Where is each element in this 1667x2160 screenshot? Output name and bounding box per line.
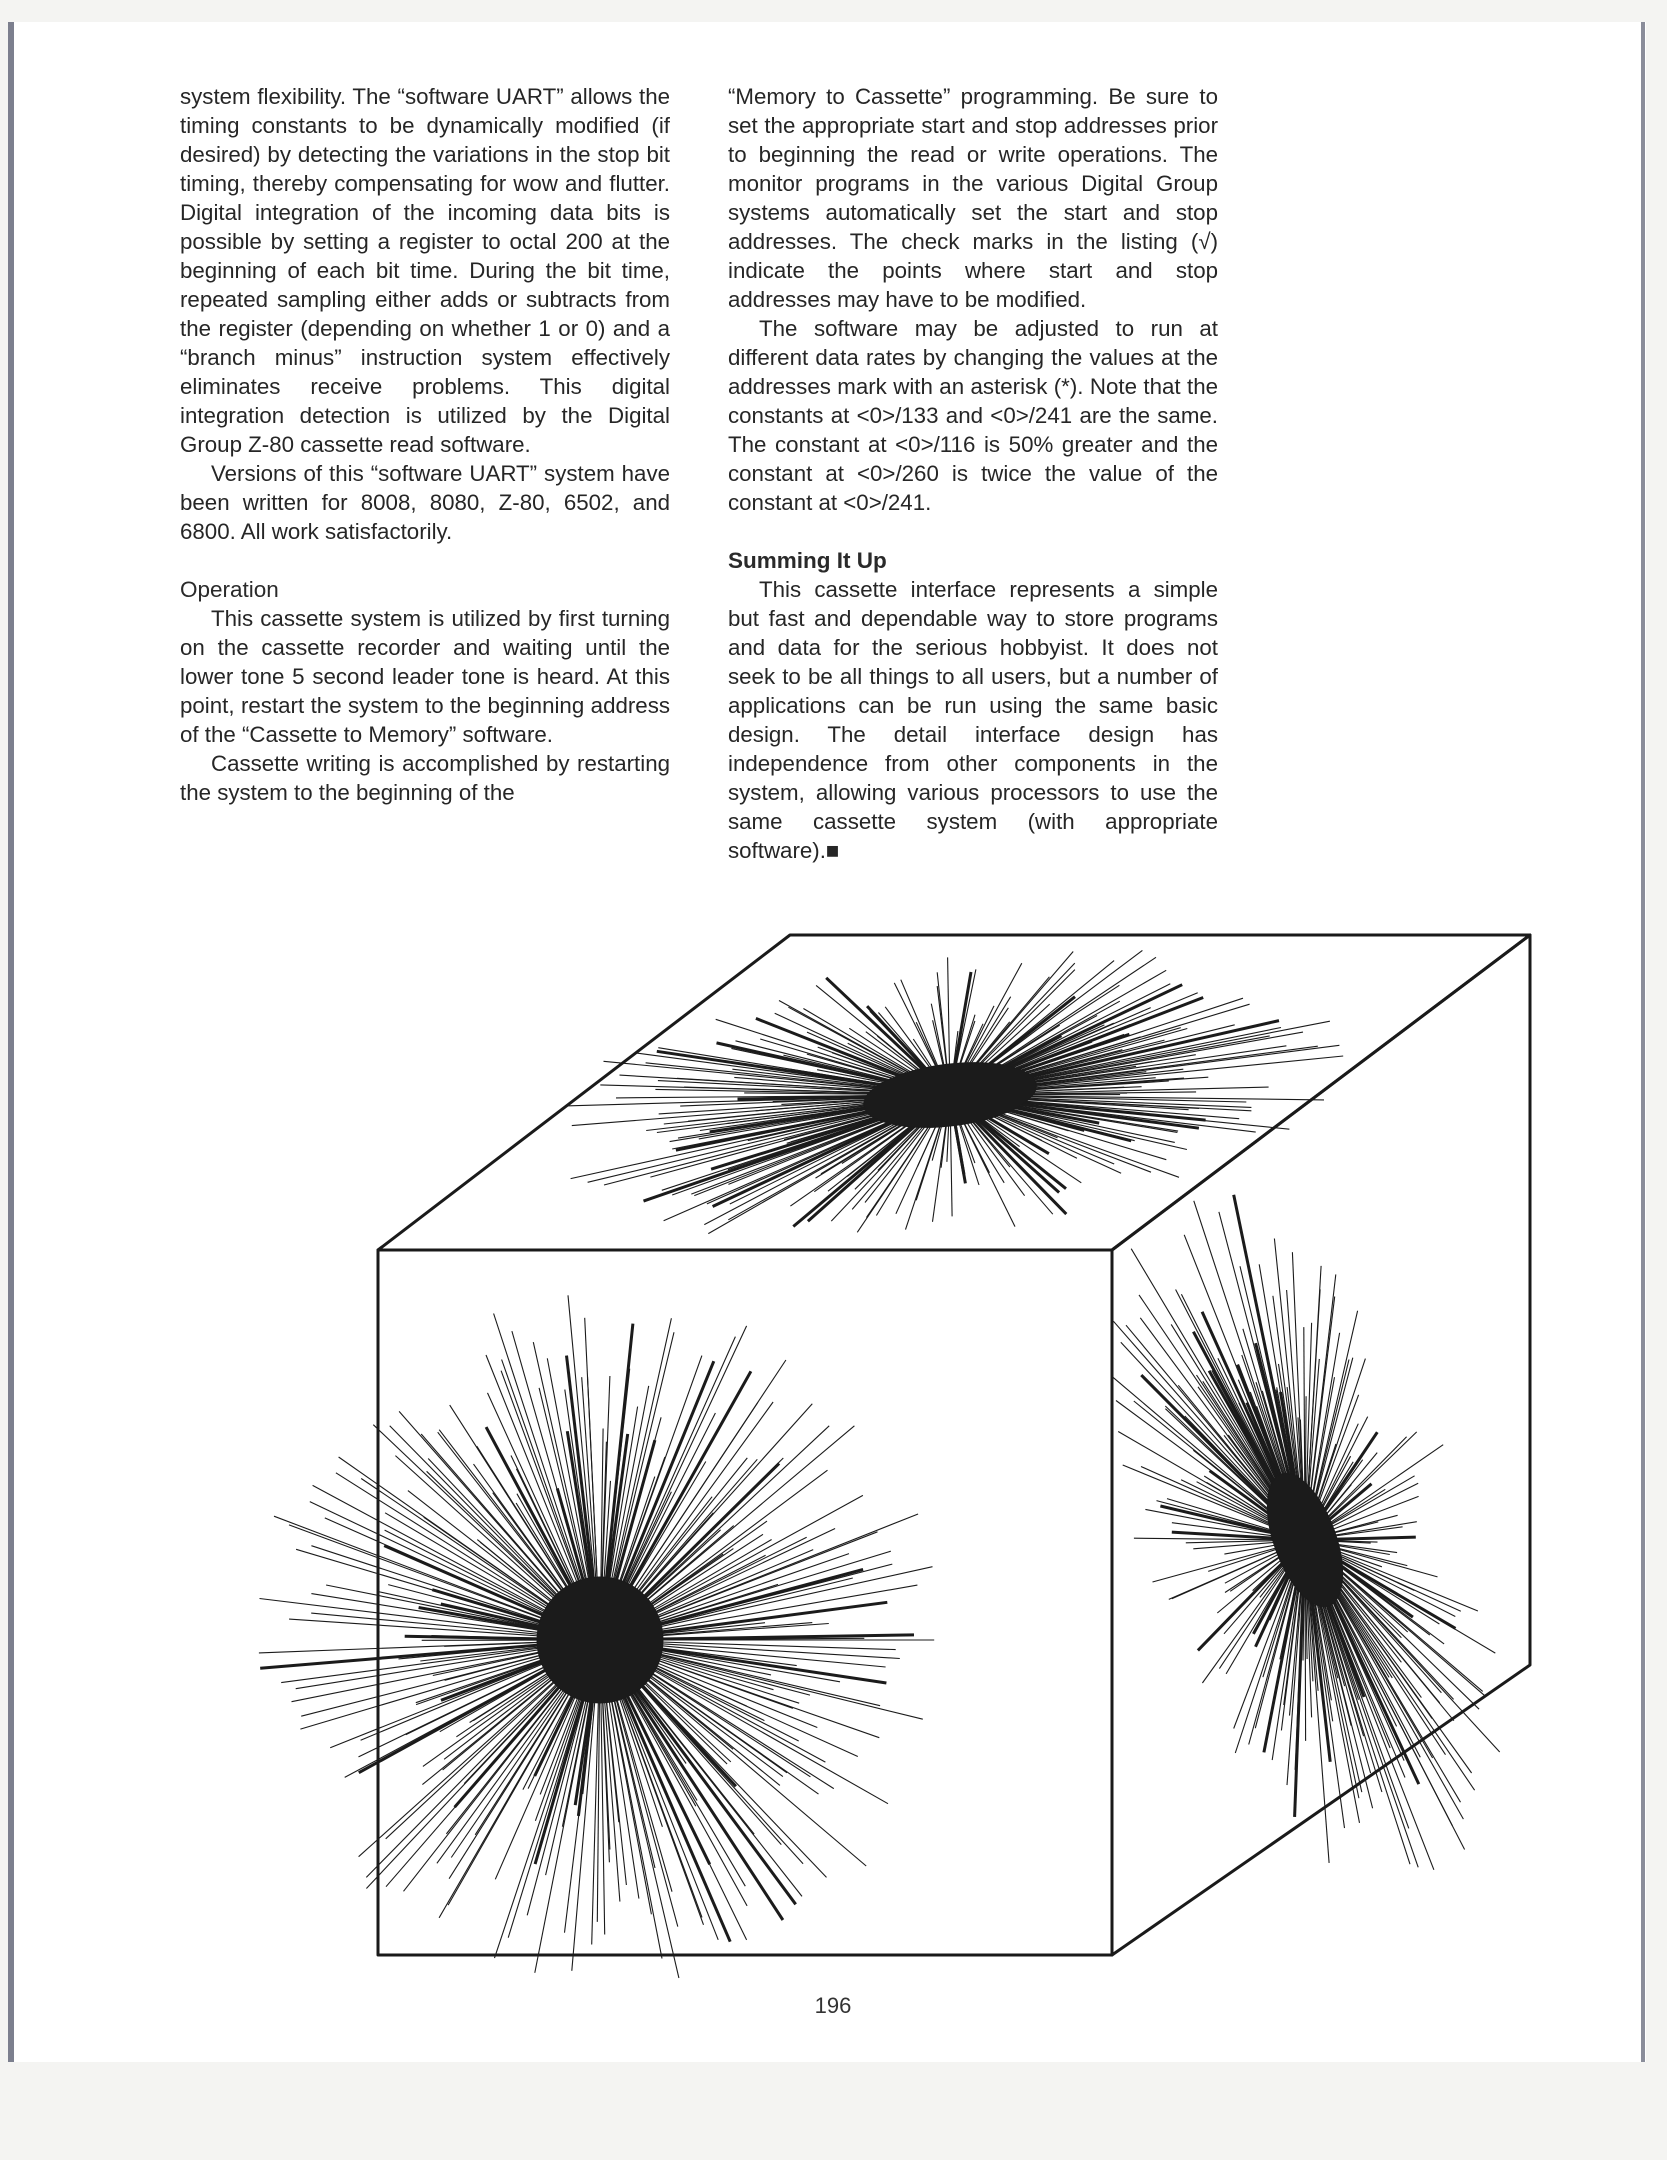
section-heading-summing-it-up: Summing It Up (728, 548, 887, 573)
paragraph: Versions of this “software UART” system have been written for 8008, 8080, Z-80, 6502, and 6800. All work satisfactorily. (180, 461, 670, 544)
paragraph: system flexibility. The “software UART” allows the timing constants to be dynamically modified (if desired) by detecting the variations in the stop bit timing, thereby compensating for wow and flutter. Digital integration of the incoming data bits is possible by setting a register to octal 200 at the beginning of each bit time. During the bit time, repeated sampling either adds or subtracts from the register (depending on whether 1 or 0) and a “branch minus” instruction system effectively eliminates receive problems. This digital integration detection is utilized by the Digital Group Z-80 cassette read software. (180, 84, 670, 457)
paragraph: Cassette writing is accomplished by restarting the system to the beginning of the (180, 751, 670, 805)
paragraph: The software may be adjusted to run at different data rates by changing the values at the addresses mark with an asterisk (*). Note that the constants at <0>/133 and <0>/241 are the same. The constant at <0>/116 is 50% greater and the constant at <0>/260 is twice the value of the constant at <0>/241. (728, 316, 1218, 515)
right-text-column (728, 82, 1218, 865)
left-text-column (180, 82, 670, 807)
binding-edge-left (8, 22, 14, 2062)
paragraph: This cassette interface represents a simple but fast and dependable way to store programs and data for the serious hobbyist. It does not seek to be all things to all users, but a number of applications can be run using the same basic design. The detail interface design has independence from other components in the system, allowing various processors to use the same cassette system (with appropriate software).■ (728, 577, 1218, 863)
page-number: 196 (814, 1993, 852, 2018)
section-heading-operation: Operation (180, 577, 279, 602)
binding-edge-right (1641, 22, 1645, 2062)
paragraph: “Memory to Cassette” programming. Be sure to set the appropriate start and stop addresses prior to beginning the read or write operations. The monitor programs in the various Digital Group systems automatically set the start and stop addresses. The check marks in the listing (√) indicate the points where start and stop addresses may have to be modified. (728, 84, 1218, 312)
paragraph: This cassette system is utilized by first turning on the cassette recorder and waiting until the lower tone 5 second leader tone is heard. At this point, restart the system to the beginning address of the “Cassette to Memory” software. (180, 606, 670, 747)
